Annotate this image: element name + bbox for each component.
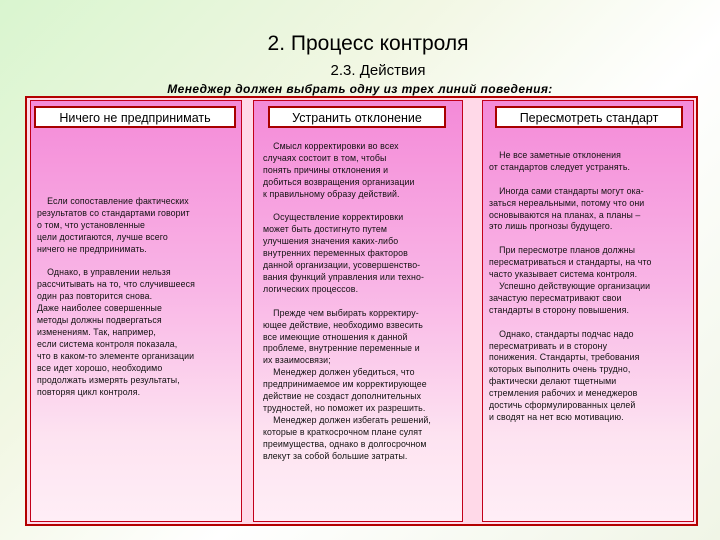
- column-text-do-nothing: Если сопоставление фактических результатов со стандартами говорит о том, что установленные цели достигаются, лучше всего ничего не предпринимать. Однако, в управлении нельзя рассчитывать на то, что случившееся один раз повторится снова. Даже наиболее совершенные методы должны подвергаться изменениям. Так, например, если система контроля показала, что в каком-то элементе организации все идет хорошо, необходимо продолжать измерять результаты, повторяя цикл контроля.: [37, 196, 196, 397]
- column-heading-fix-deviation: Устранить отклонение: [268, 106, 446, 128]
- column-text-revise-standard: Не все заметные отклонения от стандартов следует устранять. Иногда сами стандарты могут ока- заться нереальными, потому что они основываются на планах, а планы – это лишь прогнозы будущего. При пересмотре планов должны пересматриваться и стандарты, на что часто указывает система контроля. Успешно действующие организации зачастую пересматривают свои стандарты в сторону повышения. Однако, стандарты подчас надо пересматривать и в сторону понижения. Стандарты, требования которых выполнить очень трудно, фактически делают тщетными стремления рабочих и менеджеров достичь сформулированных целей и сводят на нет всю мотивацию.: [489, 150, 652, 422]
- intro-text: Менеджер должен выбрать одну из трех линий поведения:: [167, 82, 553, 96]
- slide-subtitle: 2.3. Действия: [330, 62, 426, 79]
- column-text-fix-deviation: Смысл корректировки во всех случаях состоит в том, чтобы понять причины отклонения и добиться возвращения организации к правильному образу действий. Осуществление корректировки может быть достигнуто путем улучшения значения каких-либо внутренних переменных факторов данной организации, усовершенство- вания функций управления или техно- логических процессов. Прежде чем выбирать корректиру- ющее действие, необходимо взвесить все имеющие отношения к данной проблеме, внутренние переменные и их взаимосвязи; Менеджер должен убедиться, что предпринимаемое им корректирующее действие не создаст дополнительных трудностей, но поможет их разрешить. Менеджер должен избегать решений, которые в краткосрочном плане сулят преимущества, однако в долгосрочном влекут за собой большие затраты.: [263, 141, 431, 461]
- column-heading-do-nothing: Ничего не предпринимать: [34, 106, 236, 128]
- slide-title: 2. Процесс контроля: [267, 32, 469, 55]
- column-heading-revise-standard: Пересмотреть стандарт: [495, 106, 683, 128]
